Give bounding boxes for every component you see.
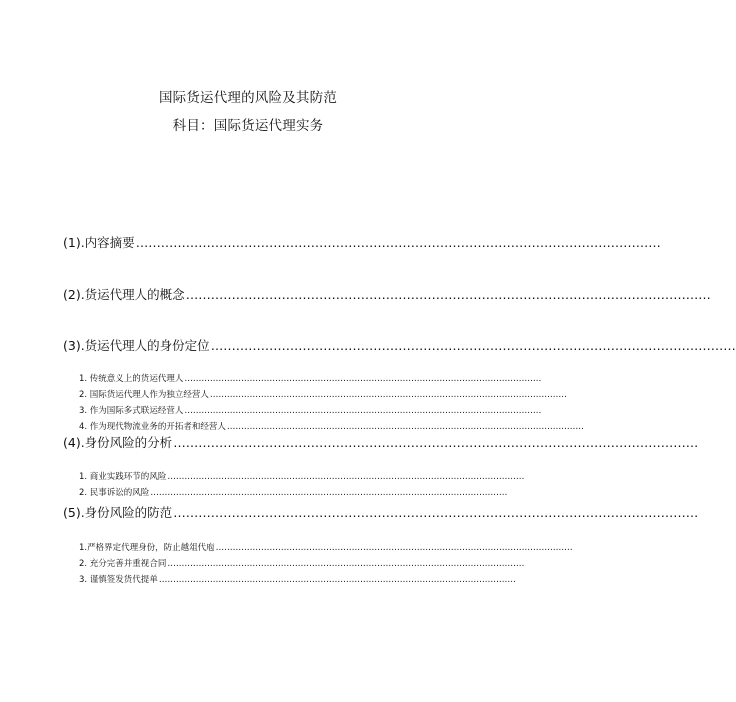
toc-item-label: 1. 商业实践环节的风险 <box>79 472 167 482</box>
toc-item <box>79 404 542 416</box>
toc-item <box>79 420 584 432</box>
toc-item <box>79 470 525 482</box>
toc-item-label: 3. 作为国际多式联运经营人 <box>79 406 184 416</box>
toc-leader-dots: ……………………………………………………………………………………………………………… <box>135 235 661 250</box>
toc-leader-dots: ……………………………………………………………………………………………………………… <box>167 559 525 569</box>
toc-leader-dots: ……………………………………………………………………………………………………………… <box>158 575 516 585</box>
toc-section-label: (3).货运代理人的身份定位 <box>63 338 210 353</box>
toc-item-label: 3. 谨慎签发货代提单 <box>79 575 158 585</box>
toc-section-concept <box>63 285 711 303</box>
toc-leader-dots: ……………………………………………………………………………………………………………… <box>185 287 711 302</box>
toc-item <box>79 486 508 498</box>
toc-item-label: 2. 民事诉讼的风险 <box>79 488 150 498</box>
toc-item <box>79 557 525 569</box>
toc-section-label: (2).货运代理人的概念 <box>63 287 185 302</box>
toc-leader-dots: ……………………………………………………………………………………………………………… <box>226 422 584 432</box>
document-subject: 科目：国际货运代理实务 <box>172 118 324 134</box>
toc-leader-dots: ……………………………………………………………………………………………………………… <box>210 338 736 353</box>
toc-section-risk-prevention <box>63 503 699 521</box>
toc-item-label: 2. 国际货运代理人作为独立经营人 <box>79 390 209 400</box>
toc-leader-dots: ……………………………………………………………………………………………………………… <box>173 435 699 450</box>
toc-section-summary <box>63 233 661 251</box>
toc-section-risk-analysis <box>63 433 699 451</box>
toc-section-identity <box>63 336 736 354</box>
toc-item-label: 1.严格界定代理身份，防止越俎代庖 <box>79 543 215 553</box>
toc-leader-dots: ……………………………………………………………………………………………………………… <box>215 543 573 553</box>
toc-section-label: (4).身份风险的分析 <box>63 435 173 450</box>
toc-leader-dots: ……………………………………………………………………………………………………………… <box>150 488 508 498</box>
toc-leader-dots: ……………………………………………………………………………………………………………… <box>184 374 542 384</box>
toc-item <box>79 541 573 553</box>
toc-item <box>79 372 542 384</box>
toc-item-label: 1. 传统意义上的货运代理人 <box>79 374 184 384</box>
toc-section-label: (1).内容摘要 <box>63 235 135 250</box>
toc-section-label: (5).身份风险的防范 <box>63 505 173 520</box>
toc-item-label: 2. 充分完善并重视合同 <box>79 559 167 569</box>
toc-item <box>79 573 516 585</box>
toc-leader-dots: ……………………………………………………………………………………………………………… <box>173 505 699 520</box>
toc-item-label: 4. 作为现代物流业务的开拓者和经营人 <box>79 422 226 432</box>
toc-leader-dots: ……………………………………………………………………………………………………………… <box>167 472 525 482</box>
toc-leader-dots: ……………………………………………………………………………………………………………… <box>184 406 542 416</box>
toc-leader-dots: ……………………………………………………………………………………………………………… <box>209 390 567 400</box>
document-title: 国际货运代理的风险及其防范 <box>158 90 338 106</box>
toc-item <box>79 388 567 400</box>
